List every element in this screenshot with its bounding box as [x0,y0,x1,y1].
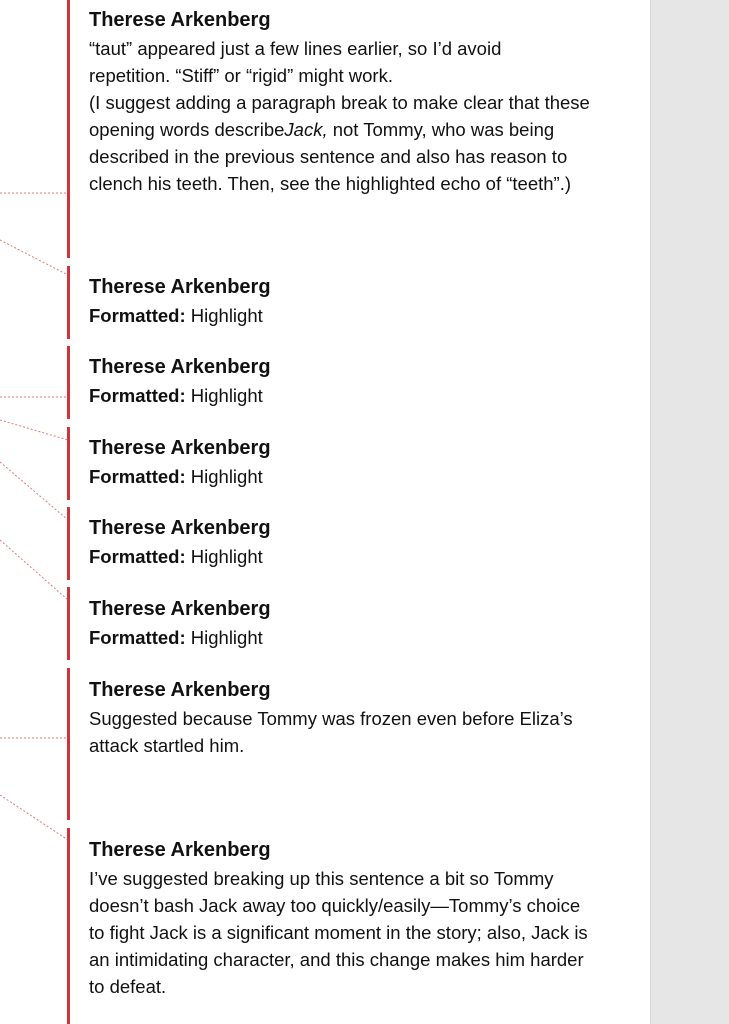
formatting-line [89,382,639,409]
comment-author: Therese Arkenberg [89,437,271,459]
comment-text-line: described in the previous sentence and also has reason to [89,146,568,167]
comment-connectors [0,0,70,1024]
comment-balloon[interactable] [89,676,639,759]
comment-author: Therese Arkenberg [89,839,271,861]
formatted-value: Highlight [190,385,263,406]
comment-author: Therese Arkenberg [89,517,271,539]
comment-text-line: repetition. “Stiff” or “rigid” might work. [89,65,393,86]
comment-text-line: I’ve suggested breaking up this sentence a bit so Tommy [89,868,554,889]
connector-line [0,420,68,440]
comment-balloon[interactable] [89,836,639,1000]
comment-author: Therese Arkenberg [89,598,271,620]
change-bar [67,828,70,1024]
comment-text-italic: Jack, [284,119,328,140]
formatting-line [89,543,639,570]
formatting-balloon[interactable] [89,353,639,409]
comment-author: Therese Arkenberg [89,679,271,701]
formatted-value: Highlight [190,305,263,326]
connector-line [0,462,68,520]
comment-text-line: attack startled him. [89,735,245,756]
connector-line [0,240,68,275]
comment-text-segment: opening words describe [89,119,285,140]
formatting-balloon[interactable] [89,273,639,329]
change-bar [67,0,70,258]
comment-text-line: to defeat. [89,976,167,997]
comment-text-line: an intimidating character, and this change makes him harder [89,949,584,970]
formatted-value: Highlight [190,627,263,648]
comment-author: Therese Arkenberg [89,276,271,298]
connector-line [0,795,68,840]
formatting-line [89,624,639,651]
comment-text-line: “taut” appeared just a few lines earlier, so I’d avoid [89,38,502,59]
comment-text-line: (I suggest adding a paragraph break to make clear that these [89,92,590,113]
comment-text-segment: not Tommy, who was being [327,119,555,140]
comment-author: Therese Arkenberg [89,9,271,31]
comment-balloon[interactable] [89,6,639,197]
change-bar [67,346,70,419]
comment-text-line: doesn’t bash Jack away too quickly/easily—Tommy’s choice [89,895,581,916]
change-bar [67,266,70,339]
formatted-label: Formatted: [89,305,186,326]
change-bar [67,587,70,660]
formatted-label: Formatted: [89,466,186,487]
formatted-label: Formatted: [89,385,186,406]
formatted-value: Highlight [190,546,263,567]
comment-text-line: clench his teeth. Then, see the highlighted echo of “teeth”.) [89,173,571,194]
comment-text-line: to fight Jack is a significant moment in the story; also, Jack is [89,922,588,943]
formatting-line [89,302,639,329]
formatted-label: Formatted: [89,546,186,567]
formatting-balloon[interactable] [89,514,639,570]
window-gutter [650,0,729,1024]
formatting-line [89,463,639,490]
connector-line [0,540,68,600]
change-bar [67,507,70,580]
comment-author: Therese Arkenberg [89,356,271,378]
change-bar [67,427,70,500]
comment-text-line [89,116,639,143]
formatted-value: Highlight [190,466,263,487]
change-bar [67,668,70,820]
comment-text-line: Suggested because Tommy was frozen even before Eliza’s [89,708,573,729]
formatting-balloon[interactable] [89,595,639,651]
formatted-label: Formatted: [89,627,186,648]
formatting-balloon[interactable] [89,434,639,490]
